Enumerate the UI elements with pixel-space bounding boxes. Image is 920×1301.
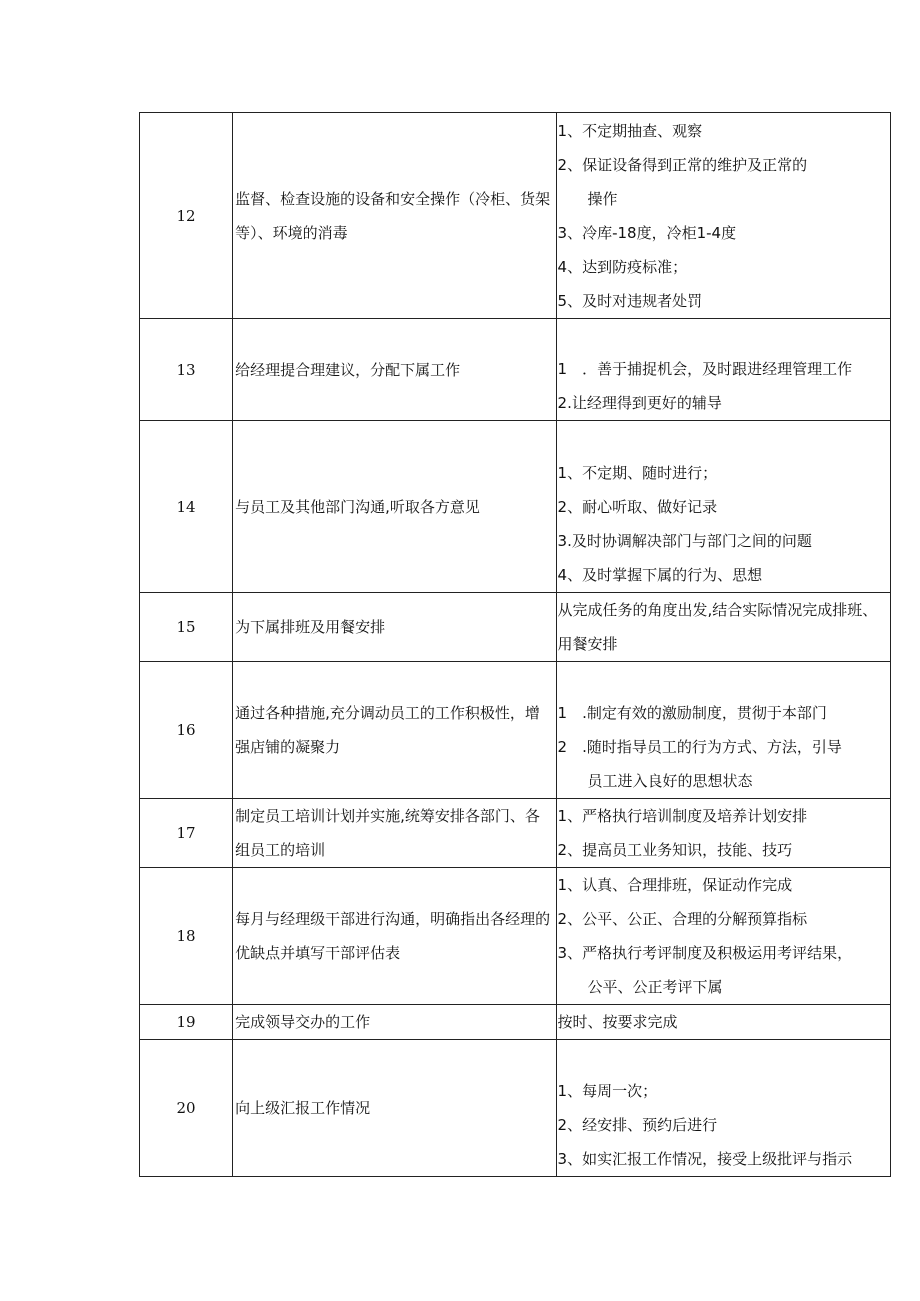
task-text: 与员工及其他部门沟通,听取各方意见 (235, 497, 480, 516)
table-row (140, 1040, 891, 1177)
standard-line: 1、不定期抽查、观察 (557, 121, 703, 140)
standard-line: 操作 (587, 189, 618, 208)
task-text: 向上级汇报工作情况 (235, 1099, 371, 1117)
row-number: 17 (140, 799, 233, 868)
standard-line: 按时、按要求完成 (557, 1013, 678, 1031)
standard-cell (556, 113, 890, 319)
standard-cell (556, 1040, 890, 1177)
standard-line: 1、每周一次； (557, 1082, 658, 1100)
task-cell (233, 421, 556, 593)
table-row (140, 113, 891, 319)
row-number: 20 (140, 1040, 233, 1177)
standard-cell (556, 868, 890, 1005)
table-row (140, 319, 891, 421)
standard-line: 4、及时掌握下属的行为、思想 (557, 566, 763, 584)
standard-line: 2 .随时指导员工的行为方式、方法，引导 (557, 738, 842, 756)
table-row (140, 593, 891, 662)
task-cell (233, 868, 556, 1005)
table-row (140, 662, 891, 799)
row-number: 16 (140, 662, 233, 799)
standard-line: 2、公平、公正、合理的分解预算指标 (557, 910, 808, 928)
task-cell (233, 593, 556, 662)
table-row (140, 1005, 891, 1040)
standard-line: 2、经安排、预约后进行 (557, 1116, 718, 1134)
row-number: 19 (140, 1005, 233, 1040)
standard-cell (556, 421, 890, 593)
standard-line: 2、保证设备得到正常的维护及正常的 (557, 155, 808, 174)
standard-line: 2.让经理得到更好的辅导 (557, 394, 722, 412)
task-text: 每月与经理级干部进行沟通，明确指出各经理的优缺点并填写干部评估表 (235, 910, 551, 962)
standard-line: 1、严格执行培训制度及培养计划安排 (557, 807, 808, 825)
standard-cell (556, 799, 890, 868)
row-number: 12 (140, 113, 233, 319)
standard-line: 3.及时协调解决部门与部门之间的问题 (557, 532, 812, 550)
standard-line: 3、如实汇报工作情况，接受上级批评与指示 (557, 1150, 853, 1168)
standard-line: 3、冷库-18度，冷柜1-4度 (557, 223, 737, 242)
standard-line: 5、及时对违规者处罚 (557, 291, 703, 310)
standard-line: 员工进入良好的思想状态 (587, 772, 753, 790)
standard-line: 1、不定期、随时进行； (557, 464, 718, 482)
task-cell (233, 1040, 556, 1177)
standard-line: 3、严格执行考评制度及积极运用考评结果， (557, 944, 853, 962)
standard-line: 2、耐心听取、做好记录 (557, 498, 718, 516)
row-number: 18 (140, 868, 233, 1005)
row-number: 14 (140, 421, 233, 593)
task-text: 通过各种措施,充分调动员工的工作积极性，增强店铺的凝聚力 (235, 704, 540, 756)
task-text: 制定员工培训计划并实施,统筹安排各部门、各组员工的培训 (235, 807, 540, 859)
standard-line: 公平、公正考评下属 (587, 978, 723, 996)
task-cell (233, 113, 556, 319)
table-row (140, 868, 891, 1005)
row-number: 15 (140, 593, 233, 662)
standard-cell (556, 593, 890, 662)
task-cell (233, 662, 556, 799)
standard-cell (556, 662, 890, 799)
standard-line: 1 ．善于捕捉机会，及时跟进经理管理工作 (557, 360, 853, 378)
standard-line: 1 .制定有效的激励制度，贯彻于本部门 (557, 704, 827, 722)
task-text: 给经理提合理建议，分配下属工作 (235, 360, 461, 379)
task-text: 监督、检查设施的设备和安全操作（冷柜、货架等）、环境的消毒 (235, 189, 551, 242)
table-row (140, 421, 891, 593)
task-cell (233, 319, 556, 421)
duties-table (139, 112, 891, 1177)
standard-line: 2、提高员工业务知识，技能、技巧 (557, 841, 793, 859)
task-cell (233, 1005, 556, 1040)
standard-cell (556, 1005, 890, 1040)
standard-line: 从完成任务的角度出发,结合实际情况完成排班、用餐安排 (557, 601, 878, 653)
task-text: 完成领导交办的工作 (235, 1013, 371, 1031)
task-cell (233, 799, 556, 868)
table-row (140, 799, 891, 868)
standard-line: 4、达到防疫标准； (557, 257, 688, 276)
task-text: 为下属排班及用餐安排 (235, 618, 386, 636)
row-number: 13 (140, 319, 233, 421)
standard-cell (556, 319, 890, 421)
standard-line: 1、认真、合理排班，保证动作完成 (557, 876, 793, 894)
